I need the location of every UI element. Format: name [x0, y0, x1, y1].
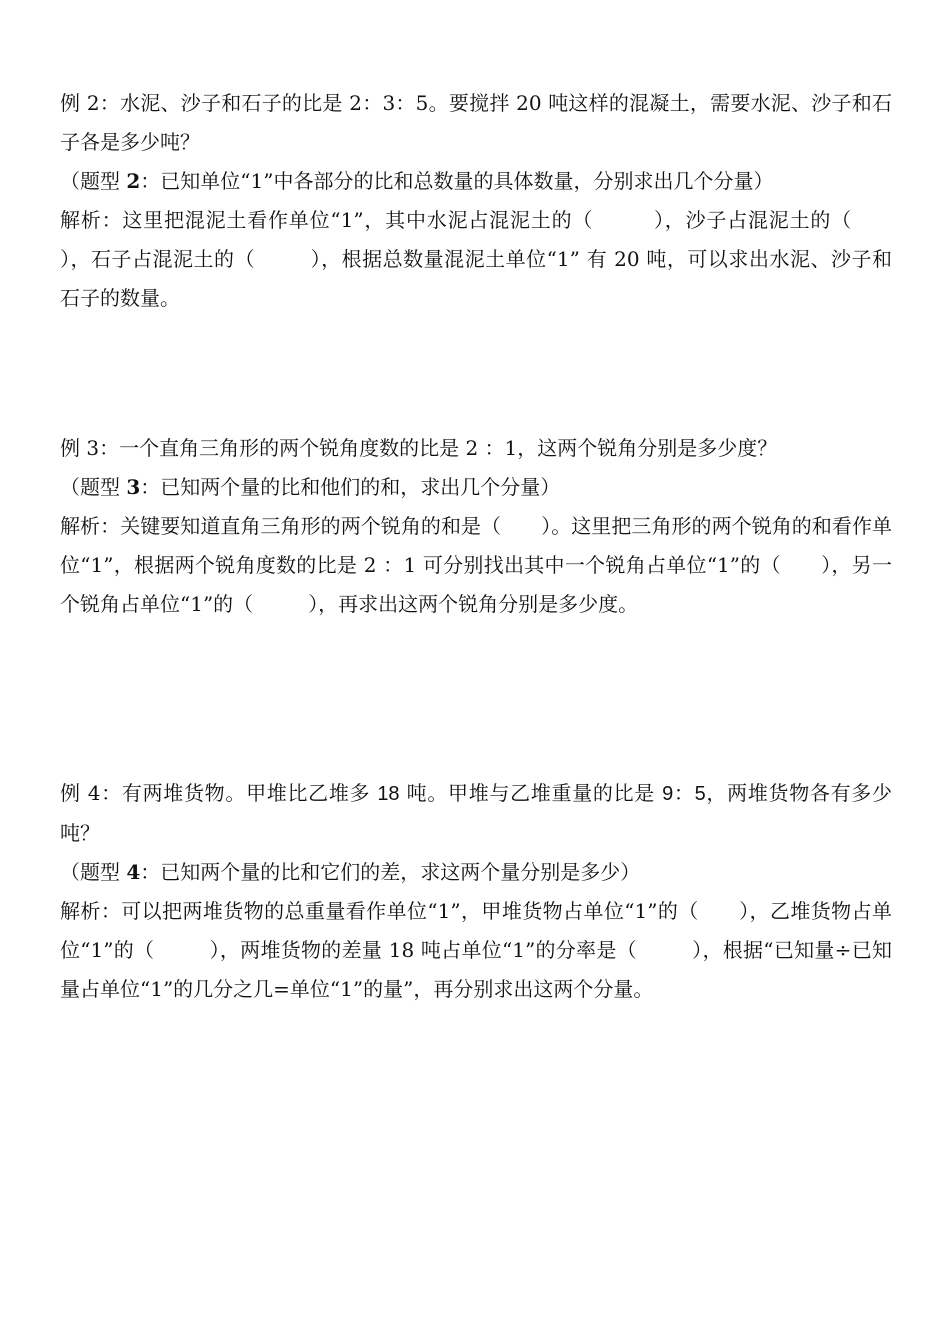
example-2-question: 例 2：水泥、沙子和石子的比是 2：3：5。要搅拌 20 吨这样的混凝土，需要水泥、沙子和石子各是多少吨？ — [60, 91, 892, 154]
example-4-analysis: 解析：可以把两堆货物的总重量看作单位“1”，甲堆货物占单位“1”的（ ），乙堆货物占单位“1”的（ ），两堆货物的差量 18 吨占单位“1”的分率是（ ），根据“已知量÷已知量占单位“1”的几分之几=单位“1”的量”，再分别求出这两个分量。 — [60, 899, 892, 1001]
example-3-analysis: 解析：关键要知道直角三角形的两个锐角的和是（ ）。这里把三角形的两个锐角的和看作单位“1”，根据两个锐角度数的比是 2 ：1 可分别找出其中一个锐角占单位“1”的（ ），另一个锐角占单位“1”的（ ），再求出这两个锐角分别是多少度。 — [60, 514, 893, 616]
example-4-type: （题型 4：已知两个量的比和它们的差，求这两个量分别是多少） — [60, 860, 641, 884]
example-4-question: 例 4：有两堆货物。甲堆比乙堆多 18 吨。甲堆与乙堆重量的比是 9：5，两堆货物各有多少吨？ — [60, 781, 893, 845]
example-2-analysis: 解析：这里把混泥土看作单位“1”，其中水泥占混泥土的（ ），沙子占混泥土的（），石子占混泥土的（ ），根据总数量混泥土单位“1” 有 20 吨，可以求出水泥、沙子和石子的数量。 — [60, 208, 892, 310]
example-2 — [60, 84, 892, 318]
example-4 — [60, 774, 892, 1009]
example-3 — [60, 429, 892, 624]
example-2-type: （题型 2：已知单位“1”中各部分的比和总数量的具体数量，分别求出几个分量） — [60, 169, 774, 193]
example-3-type: （题型 3：已知两个量的比和他们的和，求出几个分量） — [60, 475, 561, 499]
example-3-question: 例 3：一个直角三角形的两个锐角度数的比是 2 ：1，这两个锐角分别是多少度？ — [60, 436, 778, 460]
